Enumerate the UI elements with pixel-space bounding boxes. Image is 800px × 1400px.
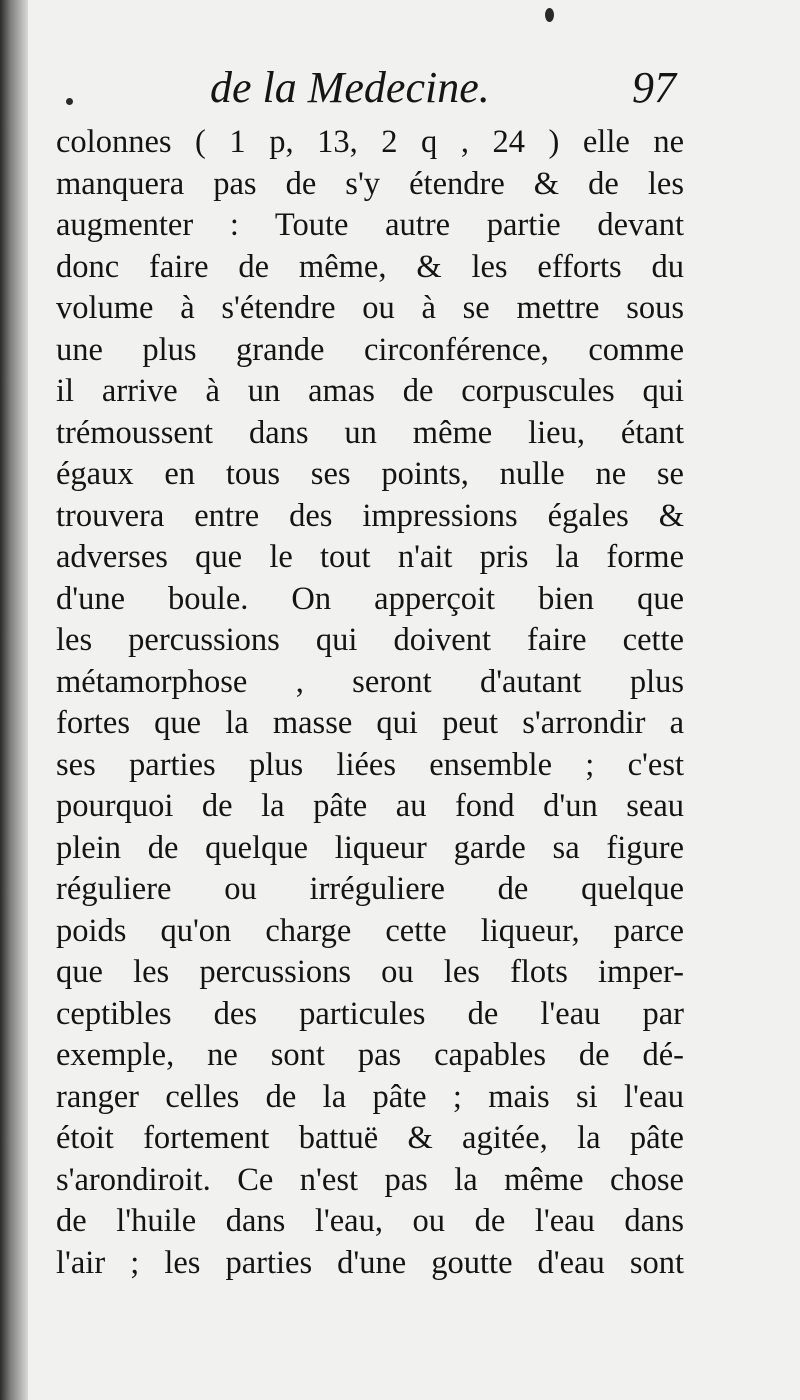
running-title: de la Medecine.	[210, 63, 490, 112]
text-line: de l'huile dans l'eau, ou de l'eau dans	[56, 1203, 684, 1239]
text-line: augmenter : Toute autre partie devant	[56, 207, 684, 243]
text-line: d'une boule. On apperçoit bien que	[56, 580, 684, 617]
text-line: adverses que le tout n'ait pris la forme	[56, 539, 684, 575]
text-line: pourquoi de la pâte au fond d'un seau	[56, 788, 684, 824]
text-line: les percussions qui doivent faire cette	[56, 622, 684, 658]
text-line: l'air ; les parties d'une goutte d'eau sont	[56, 1244, 684, 1281]
page-gutter-shadow	[0, 0, 28, 1400]
text-line: exemple, ne sont pas capables de dé-	[56, 1037, 684, 1073]
text-line: trouvera entre des impressions égales &	[56, 497, 684, 534]
text-line: ses parties plus liées ensemble ; c'est	[56, 746, 684, 783]
text-line: réguliere ou irréguliere de quelque	[56, 871, 684, 907]
text-line: ceptibles des particules de l'eau par	[56, 995, 684, 1032]
text-line: volume à s'étendre ou à se mettre sous	[56, 290, 684, 326]
ink-speck	[545, 8, 554, 22]
text-line: plein de quelque liqueur garde sa figure	[56, 829, 684, 866]
body-text	[56, 122, 684, 1284]
page-number: 97	[632, 63, 676, 112]
text-line: poids qu'on charge cette liqueur, parce	[56, 912, 684, 949]
text-line: que les percussions ou les flots imper-	[56, 954, 684, 990]
text-line: métamorphose , seront d'autant plus	[56, 663, 684, 700]
text-line: s'arondiroit. Ce n'est pas la même chose	[56, 1161, 684, 1198]
text-line: ranger celles de la pâte ; mais si l'eau	[56, 1078, 684, 1115]
text-line: une plus grande circonférence, comme	[56, 331, 684, 368]
text-line: colonnes ( 1 p, 13, 2 q , 24 ) elle ne	[56, 124, 684, 160]
text-line: égaux en tous ses points, nulle ne se	[56, 456, 684, 492]
text-line: donc faire de même, & les efforts du	[56, 248, 684, 285]
text-line: étoit fortement battuë & agitée, la pâte	[56, 1120, 684, 1156]
text-line: il arrive à un amas de corpuscules qui	[56, 373, 684, 409]
text-line: manquera pas de s'y étendre & de les	[56, 165, 684, 202]
text-line: fortes que la masse qui peut s'arrondir a	[56, 705, 684, 741]
text-line: trémoussent dans un même lieu, étant	[56, 414, 684, 451]
